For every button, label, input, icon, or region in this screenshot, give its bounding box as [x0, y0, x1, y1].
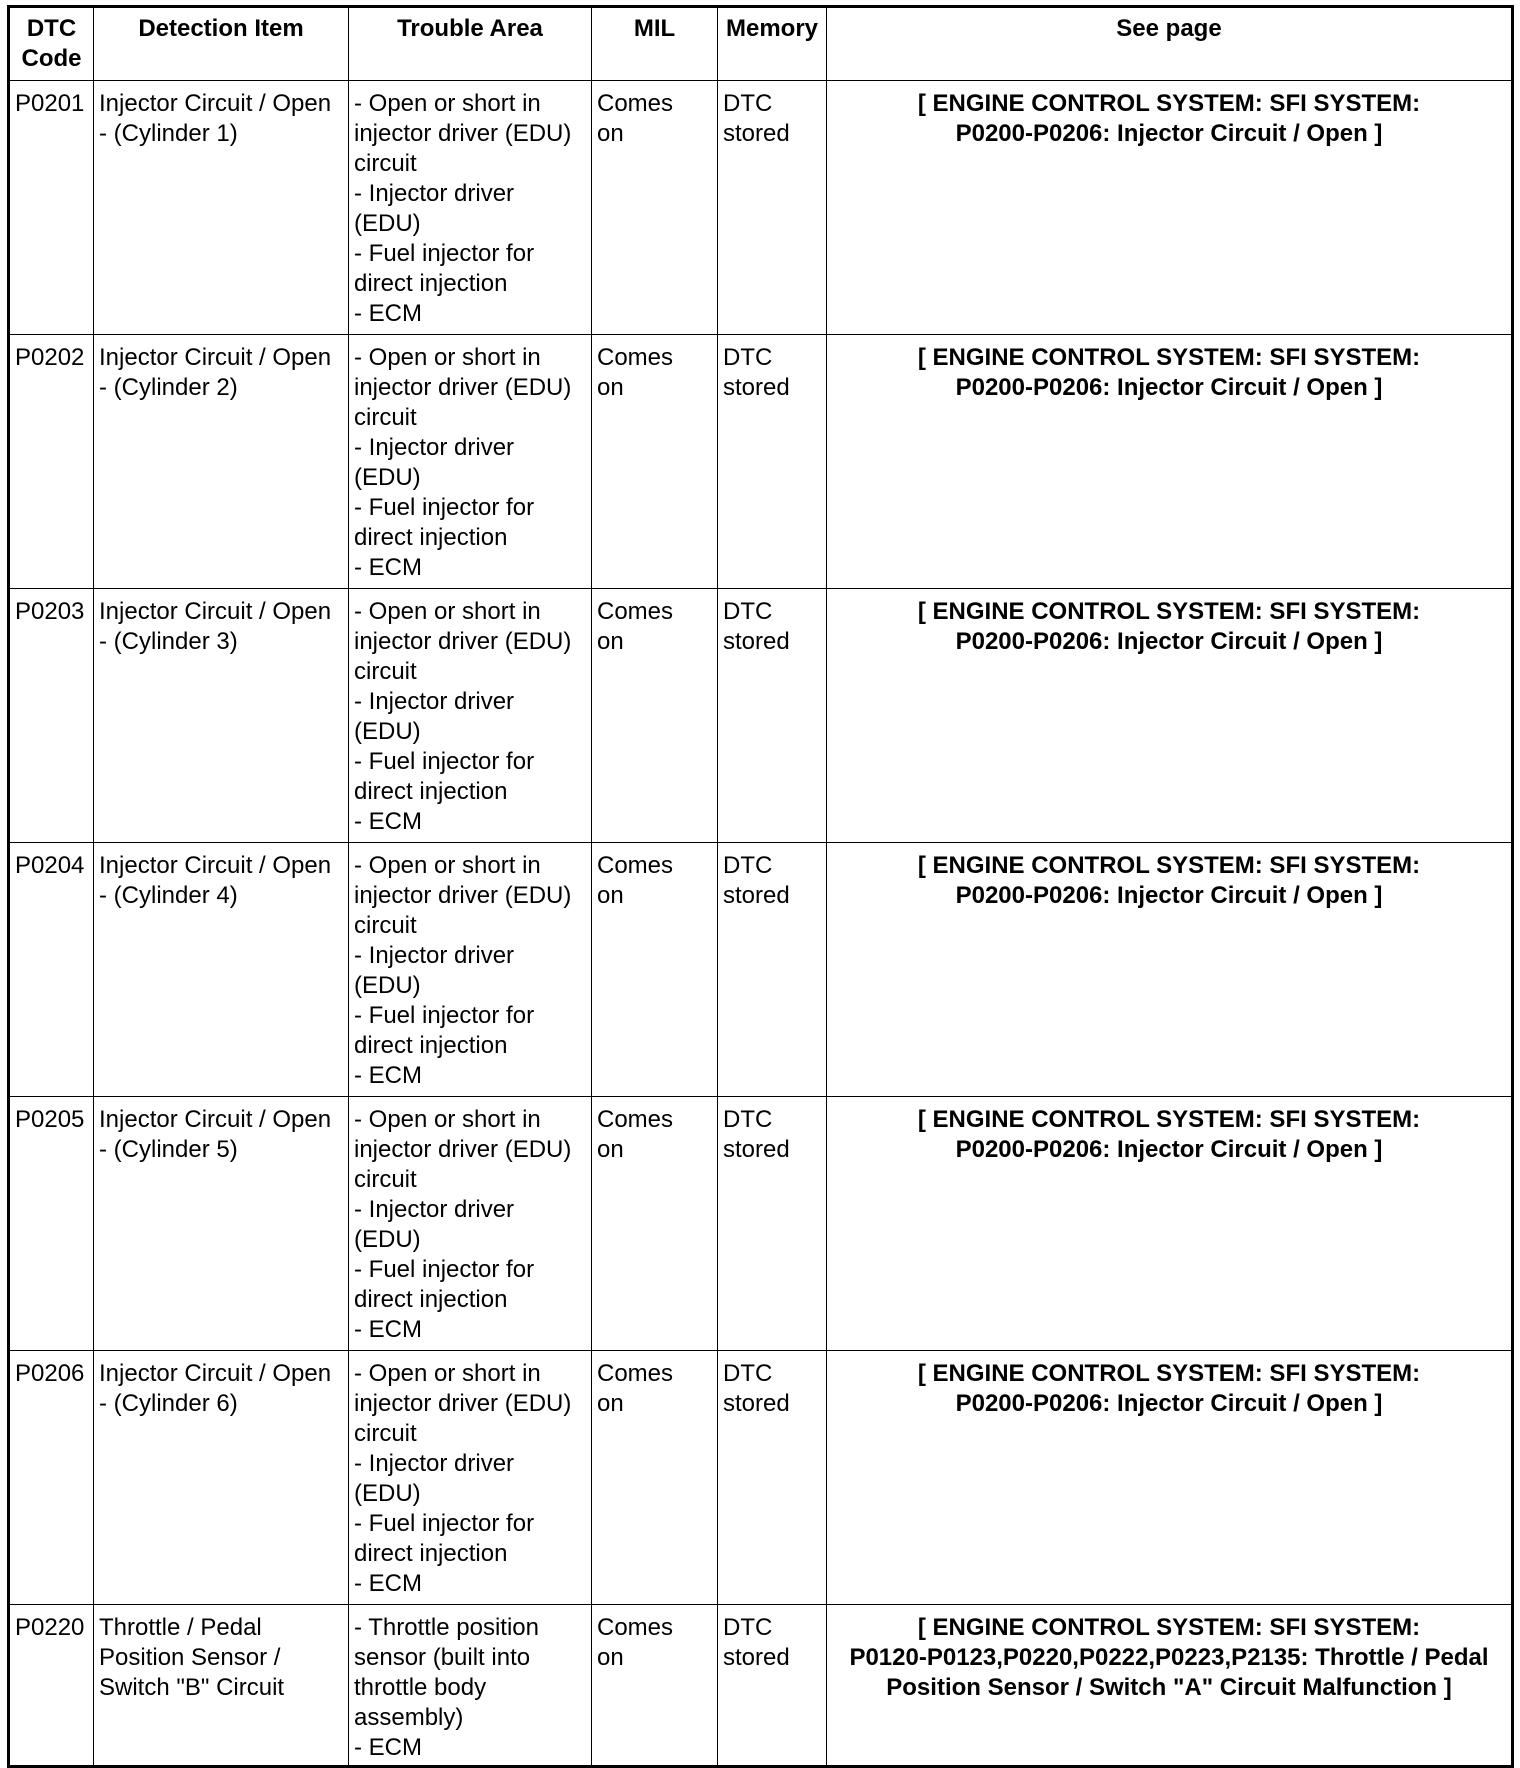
- header-row: [9, 7, 1513, 81]
- trouble-area-cell: - Open or short in injector driver (EDU) circuit - Injector driver (EDU) - Fuel injector for direct injection - ECM: [349, 843, 592, 1097]
- trouble-area-cell: - Open or short in injector driver (EDU) circuit - Injector driver (EDU) - Fuel injector for direct injection - ECM: [349, 1351, 592, 1605]
- see-page-link[interactable]: [ ENGINE CONTROL SYSTEM: SFI SYSTEM: P0200-P0206: Injector Circuit / Open ]: [827, 81, 1513, 335]
- detection-item-cell: Injector Circuit / Open - (Cylinder 4): [94, 843, 349, 1097]
- mil-cell: Comes on: [592, 843, 718, 1097]
- dtc-code-cell: P0201: [9, 81, 94, 335]
- dtc-code-cell: P0202: [9, 335, 94, 589]
- see-page-link[interactable]: [ ENGINE CONTROL SYSTEM: SFI SYSTEM: P0200-P0206: Injector Circuit / Open ]: [827, 335, 1513, 589]
- dtc-code-cell: P0203: [9, 589, 94, 843]
- mil-cell: Comes on: [592, 589, 718, 843]
- dtc-code-cell: P0204: [9, 843, 94, 1097]
- header-detection-item: Detection Item: [94, 7, 349, 81]
- table-row: [9, 1351, 1513, 1605]
- see-page-link[interactable]: [ ENGINE CONTROL SYSTEM: SFI SYSTEM: P0200-P0206: Injector Circuit / Open ]: [827, 589, 1513, 843]
- detection-item-cell: Injector Circuit / Open - (Cylinder 5): [94, 1097, 349, 1351]
- dtc-table: [7, 5, 1514, 1768]
- memory-cell: DTC stored: [718, 335, 827, 589]
- detection-item-cell: Injector Circuit / Open - (Cylinder 6): [94, 1351, 349, 1605]
- table-row: [9, 1097, 1513, 1351]
- mil-cell: Comes on: [592, 1097, 718, 1351]
- see-page-link[interactable]: [ ENGINE CONTROL SYSTEM: SFI SYSTEM: P0120-P0123,P0220,P0222,P0223,P2135: Throttle / Pedal Position Sensor / Switch "A" Circuit Malfunction ]: [827, 1605, 1513, 1767]
- dtc-code-cell: P0220: [9, 1605, 94, 1767]
- trouble-area-cell: - Throttle position sensor (built into throttle body assembly) - ECM: [349, 1605, 592, 1767]
- table-row: [9, 335, 1513, 589]
- header-trouble-area: Trouble Area: [349, 7, 592, 81]
- detection-item-cell: Injector Circuit / Open - (Cylinder 3): [94, 589, 349, 843]
- trouble-area-cell: - Open or short in injector driver (EDU) circuit - Injector driver (EDU) - Fuel injector for direct injection - ECM: [349, 81, 592, 335]
- see-page-link[interactable]: [ ENGINE CONTROL SYSTEM: SFI SYSTEM: P0200-P0206: Injector Circuit / Open ]: [827, 1351, 1513, 1605]
- memory-cell: DTC stored: [718, 81, 827, 335]
- table-row: [9, 843, 1513, 1097]
- header-dtc-code: DTC Code: [9, 7, 94, 81]
- header-memory: Memory: [718, 7, 827, 81]
- detection-item-cell: Throttle / Pedal Position Sensor / Switch "B" Circuit: [94, 1605, 349, 1767]
- see-page-link[interactable]: [ ENGINE CONTROL SYSTEM: SFI SYSTEM: P0200-P0206: Injector Circuit / Open ]: [827, 1097, 1513, 1351]
- mil-cell: Comes on: [592, 81, 718, 335]
- detection-item-cell: Injector Circuit / Open - (Cylinder 1): [94, 81, 349, 335]
- detection-item-cell: Injector Circuit / Open - (Cylinder 2): [94, 335, 349, 589]
- memory-cell: DTC stored: [718, 843, 827, 1097]
- table-row: [9, 81, 1513, 335]
- see-page-link[interactable]: [ ENGINE CONTROL SYSTEM: SFI SYSTEM: P0200-P0206: Injector Circuit / Open ]: [827, 843, 1513, 1097]
- trouble-area-cell: - Open or short in injector driver (EDU) circuit - Injector driver (EDU) - Fuel injector for direct injection - ECM: [349, 589, 592, 843]
- table-row: [9, 1605, 1513, 1767]
- dtc-code-cell: P0206: [9, 1351, 94, 1605]
- table-row: [9, 589, 1513, 843]
- memory-cell: DTC stored: [718, 1605, 827, 1767]
- mil-cell: Comes on: [592, 335, 718, 589]
- dtc-code-cell: P0205: [9, 1097, 94, 1351]
- memory-cell: DTC stored: [718, 1097, 827, 1351]
- memory-cell: DTC stored: [718, 1351, 827, 1605]
- memory-cell: DTC stored: [718, 589, 827, 843]
- trouble-area-cell: - Open or short in injector driver (EDU) circuit - Injector driver (EDU) - Fuel injector for direct injection - ECM: [349, 335, 592, 589]
- mil-cell: Comes on: [592, 1351, 718, 1605]
- trouble-area-cell: - Open or short in injector driver (EDU) circuit - Injector driver (EDU) - Fuel injector for direct injection - ECM: [349, 1097, 592, 1351]
- header-see-page: See page: [827, 7, 1513, 81]
- mil-cell: Comes on: [592, 1605, 718, 1767]
- header-mil: MIL: [592, 7, 718, 81]
